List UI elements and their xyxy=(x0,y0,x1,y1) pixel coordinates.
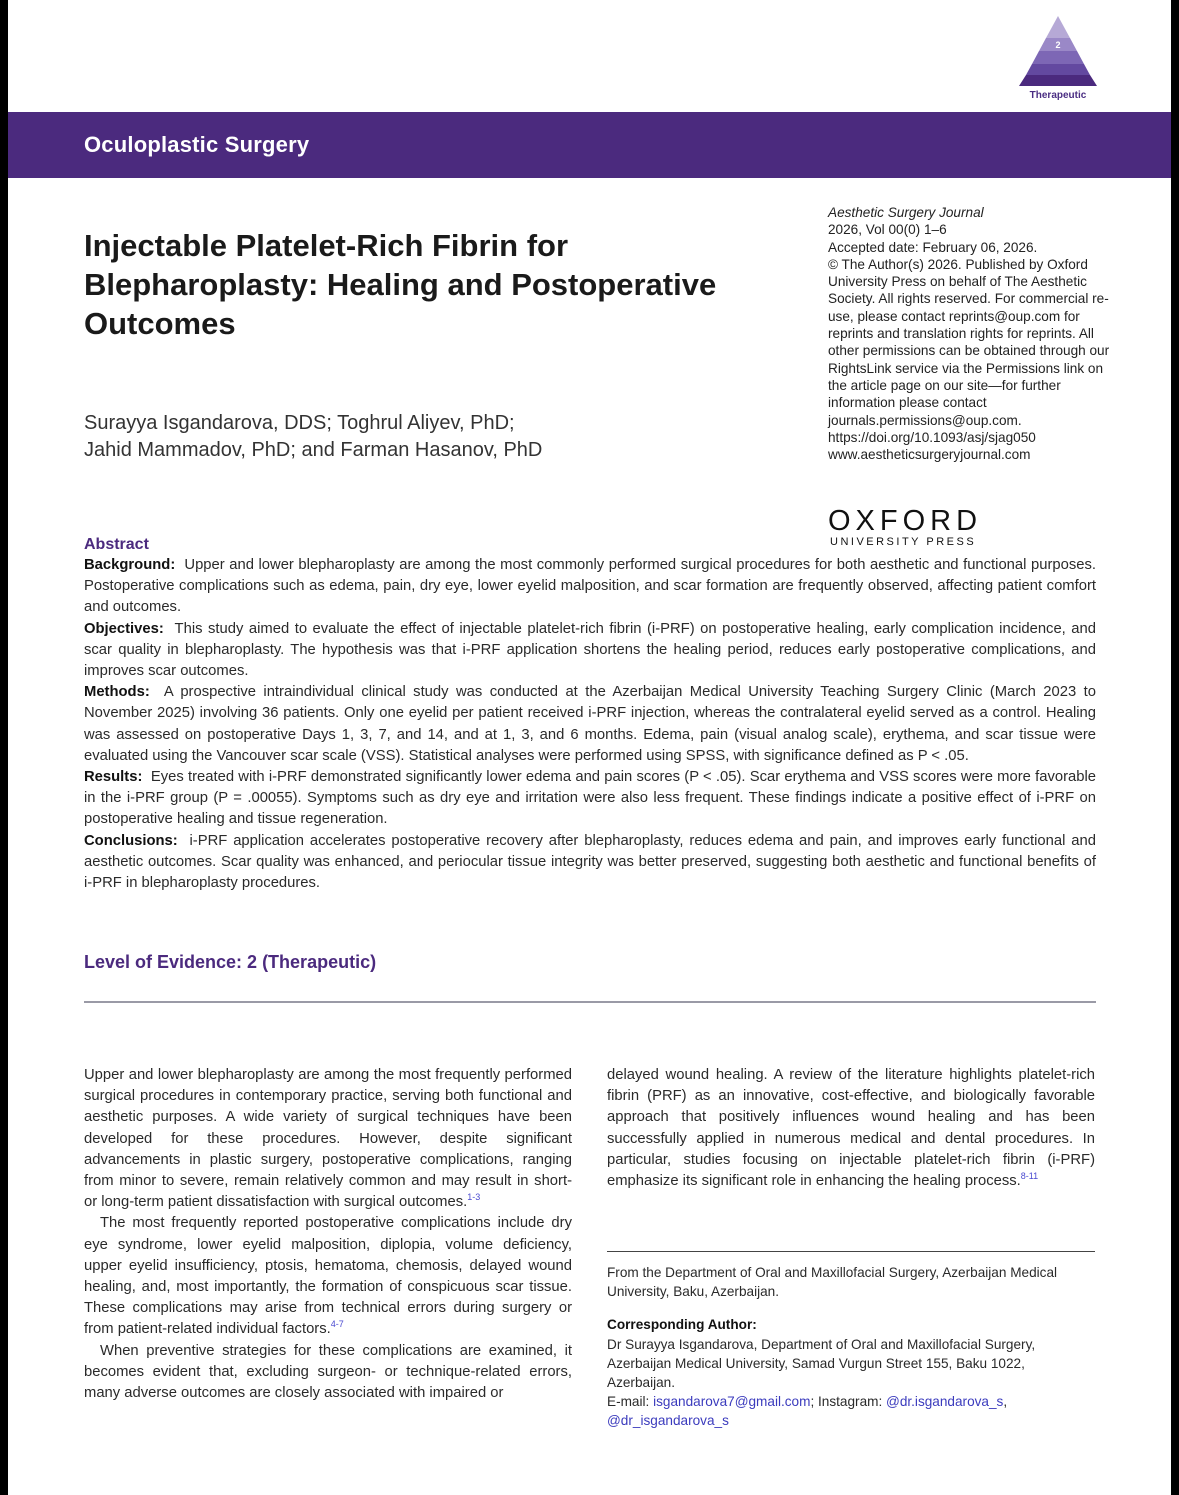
author-footnote xyxy=(607,1263,1095,1431)
journal-website-link[interactable]: www.aestheticsurgeryjournal.com xyxy=(828,447,1031,463)
abstract-results xyxy=(84,767,1096,831)
section-banner xyxy=(8,112,1171,178)
article-page xyxy=(8,0,1171,1495)
paragraph-text: Upper and lower blepharoplasty are among the most frequently performed surgical procedures in contemporary practice, serving both functional and aesthetic purposes. A wide variety of surgical techniques have been developed for these procedures. However, despite significant advancements in plastic surgery, postoperative complications, ranging from minor to severe, remain relatively common and may result in short- or long-term patient dissatisfaction with surgical outcomes. xyxy=(84,1067,572,1211)
doi-link[interactable]: https://doi.org/10.1093/asj/sjag050 xyxy=(828,429,1036,445)
journal-metadata xyxy=(828,204,1118,463)
article-title: Injectable Platelet-Rich Fibrin for Blepharoplasty: Healing and Postoperative Outcomes xyxy=(84,228,717,341)
section-divider xyxy=(84,1001,1096,1003)
accepted-date: Accepted date: February 06, 2026. xyxy=(828,239,1038,255)
abstract-section-label: Methods: xyxy=(84,684,150,701)
body-column-left xyxy=(84,1065,572,1404)
abstract-section-text: Eyes treated with i-PRF demonstrated significantly lower edema and pain scores (P < .05). Scar erythema and VSS scores were more favorable in the i-PRF group (P = .00055). Symptoms such as dry eye and irritation were also less frequent. These findings indicate a positive effect of i-PRF on postoperative healing and tissue regeneration. xyxy=(84,769,1096,828)
copyright-notice: © The Author(s) 2026. Published by Oxford University Press on behalf of The Aesthetic Society. All rights reserved. For commercial re-use, please contact reprints@oup.com for reprints and translation rights for reprints. All other permissions can be obtained through our RightsLink service via the Permissions link on the article page on our site—for further information please contact journals.permissions@oup.com. xyxy=(828,256,1110,428)
abstract-section-label: Objectives: xyxy=(84,620,164,637)
abstract-conclusions xyxy=(84,831,1096,895)
section-label: Oculoplastic Surgery xyxy=(84,132,310,157)
corresponding-author-label: Corresponding Author: xyxy=(607,1317,757,1333)
author-list xyxy=(84,410,684,464)
evidence-level-number: 2 xyxy=(1055,40,1061,50)
abstract-methods xyxy=(84,682,1096,767)
affiliation: From the Department of Oral and Maxillofacial Surgery, Azerbaijan Medical University, Baku, Azerbaijan. xyxy=(607,1265,1058,1300)
abstract-background xyxy=(84,555,1096,619)
corresponding-author-address: Dr Surayya Isgandarova, Department of Oral and Maxillofacial Surgery, Azerbaijan Medical University, Samad Vurgun Street 155, Baku 1022, Azerbaijan. xyxy=(607,1336,1036,1391)
citation-link[interactable]: 1-3 xyxy=(467,1192,481,1203)
citation-link[interactable]: 8-11 xyxy=(1020,1171,1039,1182)
instagram-link[interactable]: @dr.isgandarova_s xyxy=(886,1394,1004,1410)
body-column-right xyxy=(607,1065,1095,1192)
authors-line: Jahid Mammadov, PhD; and Farman Hasanov, PhD xyxy=(84,439,543,461)
abstract xyxy=(84,535,1096,894)
abstract-section-text: Upper and lower blepharoplasty are among the most commonly performed surgical procedures for both aesthetic and functional purposes. Postoperative complications such as edema, pain, dry eye, lower eyelid malposition, and scar formation are frequently observed, affecting patient comfort and outcomes. xyxy=(84,557,1096,616)
abstract-section-text: i-PRF application accelerates postoperative recovery after blepharoplasty, reduces edema and pain, and improves early functional and aesthetic outcomes. Scar quality was enhanced, and periocular tissue integrity was better preserved, suggesting both aesthetic and functional benefits of i-PRF in blepharoplasty procedures. xyxy=(84,832,1096,892)
abstract-section-text: This study aimed to evaluate the effect of injectable platelet-rich fibrin (i-PRF) on postoperative healing, early complication incidence, and scar quality in blepharoplasty. The hypothesis was that i-PRF application shortens the healing period, reduces early postoperative complications, and improves scar outcomes. xyxy=(84,620,1096,680)
email-link[interactable]: isgandarova7@gmail.com xyxy=(653,1394,811,1410)
footnote-divider xyxy=(607,1251,1095,1252)
instagram-link[interactable]: @dr_isgandarova_s xyxy=(607,1413,729,1429)
body-paragraph xyxy=(84,1213,572,1340)
publisher-name: OXFORD xyxy=(828,505,983,537)
journal-volume: 2026, Vol 00(0) 1–6 xyxy=(828,222,947,238)
instagram-label: ; Instagram: xyxy=(810,1394,887,1410)
abstract-objectives xyxy=(84,619,1096,683)
body-paragraph xyxy=(84,1065,572,1213)
authors-line: Surayya Isgandarova, DDS; Toghrul Aliyev, PhD; xyxy=(84,412,515,434)
paragraph-text: When preventive strategies for these complications are examined, it becomes evident that, excluding surgeon- or technique-related errors, many adverse outcomes are closely associated with impaired or xyxy=(84,1342,572,1402)
evidence-pyramid-icon xyxy=(1015,14,1101,88)
citation-link[interactable]: 4-7 xyxy=(330,1319,344,1330)
abstract-section-label: Background: xyxy=(84,557,176,573)
abstract-section-label: Conclusions: xyxy=(84,832,178,849)
journal-name: Aesthetic Surgery Journal xyxy=(828,205,984,220)
paragraph-text: The most frequently reported postoperative complications include dry eye syndrome, lower eyelid malposition, diplopia, volume deficiency, upper eyelid insufficiency, ptosis, hematoma, chemosis, delayed wound healing, and, most importantly, the formation of conspicuous scar tissue. These complications may arise from technical errors during surgery or from patient-related individual factors. xyxy=(84,1215,572,1338)
level-of-evidence-heading: Level of Evidence: 2 (Therapeutic) xyxy=(84,952,377,972)
email-label: E-mail: xyxy=(607,1394,654,1410)
body-paragraph xyxy=(84,1341,572,1405)
level-of-evidence-badge xyxy=(1013,14,1103,104)
abstract-section-label: Results: xyxy=(84,769,143,786)
publisher-subtitle: UNIVERSITY PRESS xyxy=(830,536,977,548)
evidence-badge-label: Therapeutic xyxy=(1029,90,1087,101)
paragraph-text: delayed wound healing. A review of the literature highlights platelet-rich fibrin (PRF) as an innovative, cost-effective, and biologically favorable approach that positively influences wound healing and has been successfully applied in numerous medical and dental procedures. In particular, studies focusing on injectable platelet-rich fibrin (i-PRF) emphasize its significant role in enhancing the healing process. xyxy=(607,1067,1095,1190)
abstract-section-text: A prospective intraindividual clinical study was conducted at the Azerbaijan Medical University Teaching Surgery Clinic (March 2023 to November 2025) involving 36 patients. Only one eyelid per patient received i-PRF injection, whereas the contralateral eyelid served as a control. Healing was assessed on postoperative Days 1, 3, 7, and 14, and at 1, 3, and 6 months. Edema, pain (visual analog scale), erythema, and scar tissue were evaluated using the Vancouver scar scale (VSS). Statistical analyses were performed using SPSS, with significance defined as P < .05. xyxy=(84,684,1097,764)
abstract-heading: Abstract xyxy=(84,536,149,553)
contact-line: E-mail: isgandarova7@gmail.com; Instagram: @dr.isgandarova_s, @dr_isgandarova_s xyxy=(607,1394,1008,1429)
body-paragraph xyxy=(607,1065,1095,1192)
